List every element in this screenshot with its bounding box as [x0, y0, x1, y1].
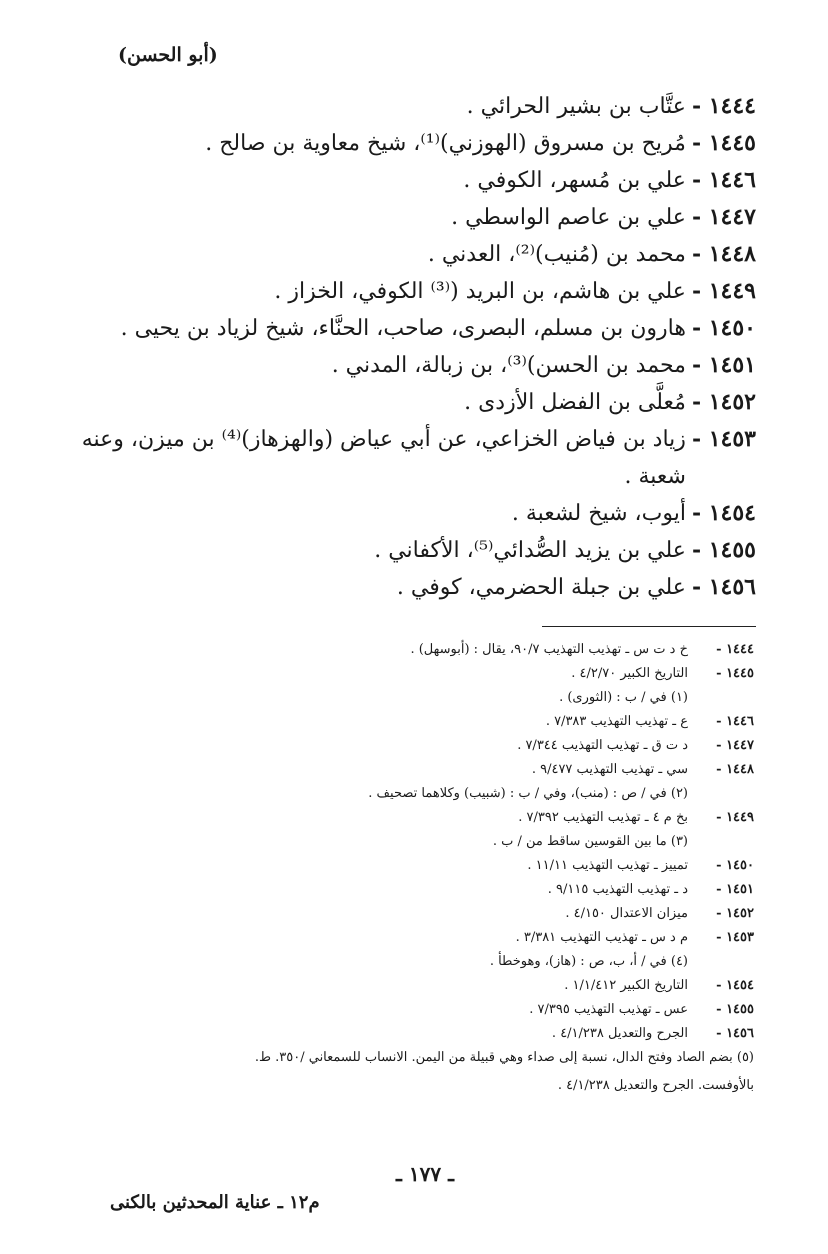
- entry-number: ١٤٤٤ -: [691, 93, 756, 119]
- entry-text: زياد بن فياض الخزاعي، عن أبي عياض (والهزهاز)⁽⁴⁾ بن ميزن، وعنه شعبة .: [81, 427, 686, 489]
- footnote-item: [74, 950, 754, 974]
- note-number: ١٤٤٥ -: [716, 666, 754, 681]
- note-number: ١٤٤٨ -: [716, 762, 754, 777]
- entry-text: مُريح بن مسروق (الهوزني)⁽¹⁾، شيخ معاوية بن صالح .: [205, 131, 686, 156]
- entry-item: [76, 532, 756, 569]
- note-item: [74, 638, 754, 662]
- entry-text: محمد بن الحسن)⁽³⁾، بن زبالة، المدني .: [331, 353, 686, 378]
- note-item: [74, 854, 754, 878]
- entry-number: ١٤٥٠ -: [691, 315, 756, 341]
- note-text: سي ـ تهذيب التهذيب ٩/٤٧٧ .: [531, 762, 688, 777]
- entry-item: [76, 236, 756, 273]
- entry-item: [76, 125, 756, 162]
- signature-mark: م١٢ ـ عناية المحدثين بالكنى: [110, 1192, 320, 1213]
- entry-text: علي بن جبلة الحضرمي، كوفي .: [396, 575, 686, 600]
- note-item: [74, 662, 754, 686]
- footnote-text: (١) في / ب : (الثورى) .: [559, 690, 688, 705]
- entry-text: علي بن مُسهر، الكوفي .: [463, 168, 686, 193]
- footnote-text: (٣) ما بين القوسين ساقط من / ب .: [492, 834, 688, 849]
- footnote-item: [74, 782, 754, 806]
- note-number: ١٤٤٦ -: [716, 714, 754, 729]
- footnote-text: (٢) في / ص : (منب)، وفي / ب : (شبيب) وكلاهما تصحيف .: [368, 786, 688, 801]
- note-number: ١٤٥٤ -: [716, 978, 754, 993]
- note-number: ١٤٥٥ -: [716, 1002, 754, 1017]
- entry-number: ١٤٥٥ -: [691, 537, 756, 563]
- note-item: [74, 926, 754, 950]
- note-text: تمييز ـ تهذيب التهذيب ١١/١١ .: [527, 858, 688, 873]
- note-number: ١٤٥٣ -: [716, 930, 754, 945]
- entry-number: ١٤٥٤ -: [691, 500, 756, 526]
- note-text: ع ـ تهذيب التهذيب ٧/٣٨٣ .: [545, 714, 688, 729]
- note-text: د ت ق ـ تهذيب التهذيب ٧/٣٤٤ .: [517, 738, 688, 753]
- note-item: [74, 758, 754, 782]
- entry-number: ١٤٥١ -: [691, 352, 756, 378]
- entry-text: هارون بن مسلم، البصرى، صاحب، الحنَّاء، شيخ لزياد بن يحيى .: [120, 316, 686, 341]
- note-text: ميزان الاعتدال ٤/١٥٠ .: [565, 906, 688, 921]
- note-number: ١٤٥٦ -: [716, 1026, 754, 1041]
- entry-text: مُعلَّى بن الفضل الأزدى .: [464, 390, 686, 415]
- entry-text: أيوب، شيخ لشعبة .: [511, 501, 686, 526]
- footnote-5-line-1: (٥) بضم الصاد وفتح الدال، نسبة إلى صداء وهي قبيلة من اليمن. الانساب للسمعاني /٣٥٠. ط.: [254, 1050, 754, 1065]
- note-number: ١٤٥٠ -: [716, 858, 754, 873]
- entry-item: [76, 273, 756, 310]
- note-number: ١٤٤٤ -: [716, 642, 754, 657]
- footnote-divider: [542, 626, 756, 627]
- entry-number: ١٤٤٨ -: [691, 241, 756, 267]
- note-text: بخ م ٤ ـ تهذيب التهذيب ٧/٣٩٢ .: [518, 810, 688, 825]
- note-item: [74, 878, 754, 902]
- note-item: [74, 998, 754, 1022]
- entry-text: عتَّاب بن بشير الحرائي .: [466, 94, 686, 119]
- page-number: ـ ١٧٧ ـ: [396, 1162, 454, 1186]
- note-text: خ د ت س ـ تهذيب التهذيب ٩٠/٧، يقال : (أبوسهل) .: [410, 642, 688, 657]
- entry-number: ١٤٥٦ -: [691, 574, 756, 600]
- entry-list: [76, 88, 756, 606]
- footnote-5-line-2: بالأوفست. الجرح والتعديل ٤/١/٢٣٨ .: [557, 1078, 754, 1093]
- note-text: عس ـ تهذيب التهذيب ٧/٣٩٥ .: [529, 1002, 688, 1017]
- note-number: ١٤٥٢ -: [716, 906, 754, 921]
- footnote-text: (٤) في / أ، ب، ص : (هاز)، وهوخطأ .: [489, 954, 688, 969]
- note-item: [74, 1022, 754, 1046]
- entry-item: [76, 495, 756, 532]
- footnote-item: [74, 686, 754, 710]
- note-item: [74, 710, 754, 734]
- entry-item: [76, 384, 756, 421]
- entry-number: ١٤٤٥ -: [691, 130, 756, 156]
- entry-number: ١٤٤٦ -: [691, 167, 756, 193]
- note-item: [74, 806, 754, 830]
- entry-number: ١٤٥٢ -: [691, 389, 756, 415]
- entry-item: [76, 347, 756, 384]
- entry-item: [76, 199, 756, 236]
- entry-text: علي بن هاشم، بن البريد (⁽³⁾ الكوفي، الخزاز .: [274, 279, 686, 304]
- entry-text: علي بن عاصم الواسطي .: [451, 205, 686, 230]
- entry-item: [76, 88, 756, 125]
- entry-number: ١٤٤٧ -: [691, 204, 756, 230]
- note-text: م د س ـ تهذيب التهذيب ٣/٣٨١ .: [515, 930, 688, 945]
- note-text: التاريخ الكبير ١/١/٤١٢ .: [564, 978, 688, 993]
- entry-number: ١٤٤٩ -: [691, 278, 756, 304]
- entry-text: محمد بن (مُنيب)⁽²⁾، العدني .: [427, 242, 686, 267]
- note-number: ١٤٤٧ -: [716, 738, 754, 753]
- note-item: [74, 734, 754, 758]
- note-number: ١٤٤٩ -: [716, 810, 754, 825]
- note-item: [74, 902, 754, 926]
- note-item: [74, 974, 754, 998]
- entry-item: [76, 569, 756, 606]
- entry-item: [76, 162, 756, 199]
- note-text: الجرح والتعديل ٤/١/٢٣٨ .: [551, 1026, 688, 1041]
- note-text: التاريخ الكبير ٤/٢/٧٠ .: [571, 666, 688, 681]
- footnote-item: [74, 830, 754, 854]
- entry-text: علي بن يزيد الصُّدائي⁽⁵⁾، الأكفاني .: [374, 538, 686, 563]
- entry-item: [76, 310, 756, 347]
- note-number: ١٤٥١ -: [716, 882, 754, 897]
- note-text: د ـ تهذيب التهذيب ٩/١١٥ .: [547, 882, 688, 897]
- notes-list: [74, 638, 754, 1098]
- entry-item: [76, 421, 756, 495]
- entry-number: ١٤٥٣ -: [691, 426, 756, 452]
- running-head: (أبو الحسن): [118, 44, 218, 66]
